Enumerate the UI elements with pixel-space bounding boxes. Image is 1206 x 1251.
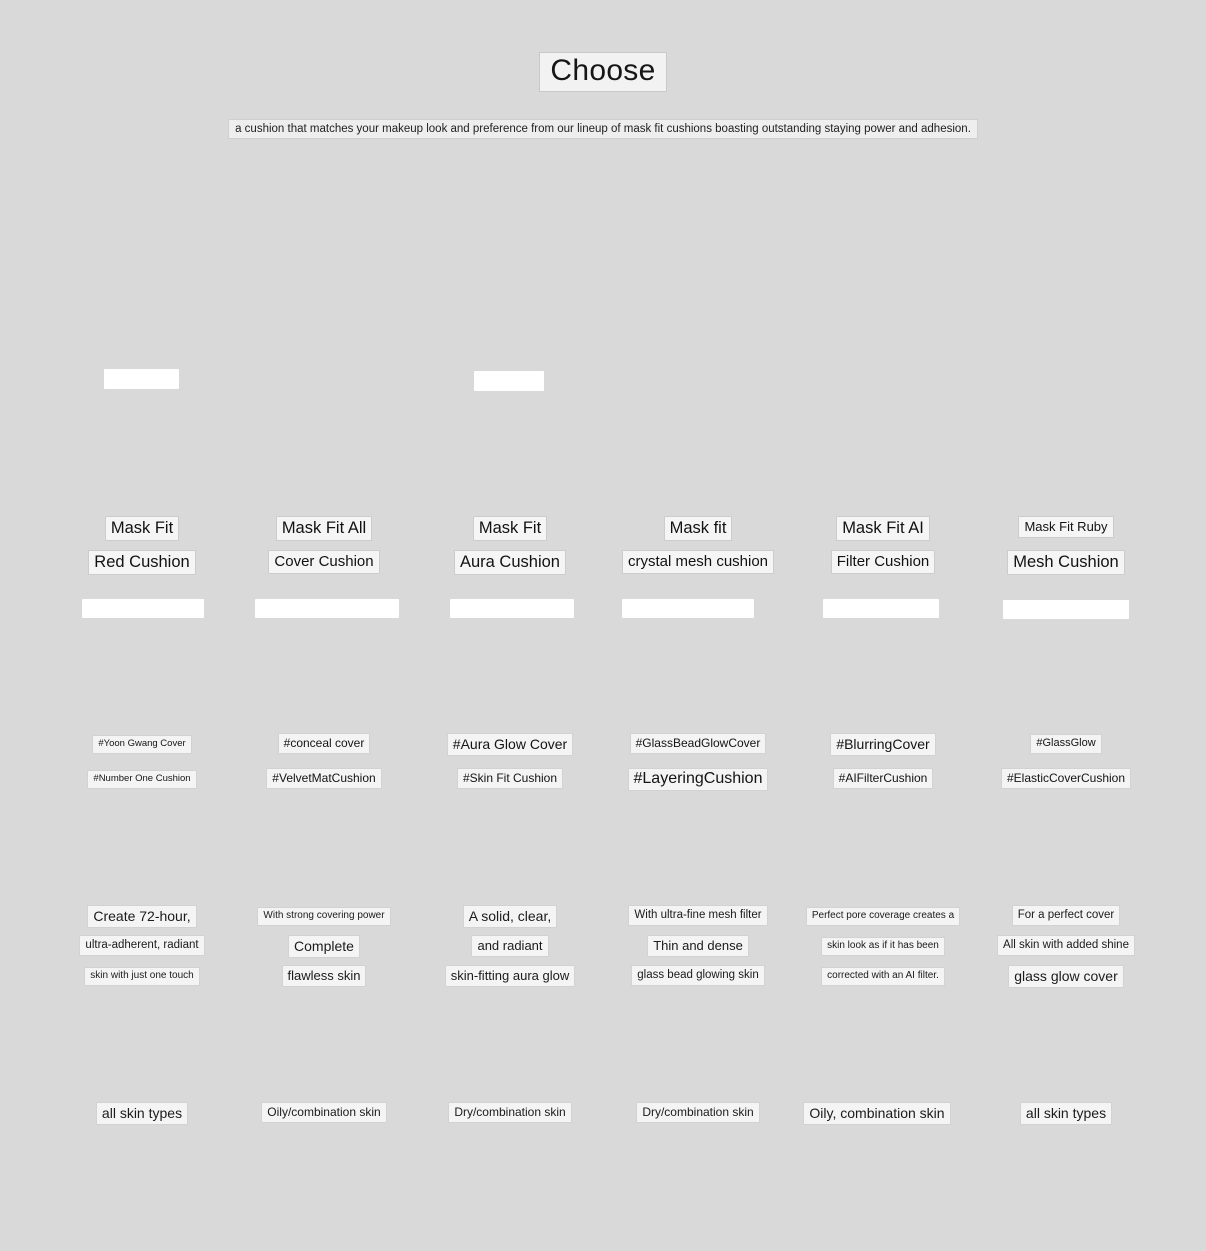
product-bar-5: [823, 599, 939, 618]
product-desc-line2: ultra-adherent, radiant: [44, 935, 240, 956]
product-tag-2: #Number One Cushion: [44, 768, 240, 789]
product-desc-line2: Thin and dense: [600, 935, 796, 957]
product-name-line2: crystal mesh cushion: [600, 550, 796, 574]
product-name-line1: Mask Fit All: [226, 516, 422, 541]
product-bar-3: [450, 599, 574, 618]
product-desc-line2: Complete: [226, 935, 422, 958]
product-name-line1: Mask fit: [600, 516, 796, 541]
product-tag-1: #conceal cover: [226, 733, 422, 754]
product-name-line1: Mask Fit AI: [785, 516, 981, 541]
product-bar-1: [82, 599, 204, 618]
product-name-line2: Filter Cushion: [785, 550, 981, 574]
product-name-line1: Mask Fit Ruby: [968, 516, 1164, 538]
product-skin-type: Dry/combination skin: [600, 1102, 796, 1123]
product-desc-line2: skin look as if it has been: [785, 935, 981, 956]
product-desc-line1: With ultra-fine mesh filter: [600, 905, 796, 926]
product-bar-2: [255, 599, 399, 618]
product-tag-2: #Skin Fit Cushion: [412, 768, 608, 789]
product-skin-type: all skin types: [968, 1102, 1164, 1125]
product-column-2[interactable]: [226, 0, 422, 1251]
product-name-line2: Red Cushion: [44, 550, 240, 575]
product-tag-1: #Aura Glow Cover: [412, 733, 608, 756]
product-tag-1: #Yoon Gwang Cover: [44, 733, 240, 754]
product-desc-line3: skin with just one touch: [44, 965, 240, 986]
product-name-line1: Mask Fit: [412, 516, 608, 541]
product-desc-line1: Perfect pore coverage creates a: [785, 905, 981, 926]
product-skin-type: Oily, combination skin: [779, 1102, 975, 1125]
product-desc-line3: glass bead glowing skin: [600, 965, 796, 986]
product-tag-2: #ElasticCoverCushion: [968, 768, 1164, 789]
product-tag-2: #VelvetMatCushion: [226, 768, 422, 789]
product-desc-line3: glass glow cover: [968, 965, 1164, 988]
product-column-4[interactable]: [600, 0, 796, 1251]
product-desc-line1: With strong covering power: [226, 905, 422, 926]
product-desc-line1: For a perfect cover: [968, 905, 1164, 926]
product-tag-1: #GlassGlow: [968, 733, 1164, 754]
product-desc-line3: corrected with an AI filter.: [785, 965, 981, 986]
product-column-5[interactable]: [785, 0, 981, 1251]
page-subtitle-text: a cushion that matches your makeup look and preference from our lineup of mask fit cushions boasting outstanding staying power and adhesion.: [228, 119, 978, 139]
product-desc-line2: and radiant: [412, 935, 608, 957]
product-tag-2: #AIFilterCushion: [785, 768, 981, 789]
product-bar-6: [1003, 600, 1129, 619]
product-tag-1: #GlassBeadGlowCover: [600, 733, 796, 754]
product-desc-line2: All skin with added shine: [968, 935, 1164, 956]
product-column-3[interactable]: [412, 0, 608, 1251]
product-column-6[interactable]: [968, 0, 1164, 1251]
product-desc-line3: skin-fitting aura glow: [412, 965, 608, 987]
product-desc-line1: Create 72-hour,: [44, 905, 240, 928]
product-skin-type: Dry/combination skin: [412, 1102, 608, 1123]
product-tag-1: #BlurringCover: [785, 733, 981, 756]
product-bar-4: [622, 599, 754, 618]
product-tag-2: #LayeringCushion: [600, 768, 796, 791]
product-desc-line1: A solid, clear,: [412, 905, 608, 928]
product-name-line2: Mesh Cushion: [968, 550, 1164, 575]
product-column-1[interactable]: [44, 0, 240, 1251]
product-desc-line3: flawless skin: [226, 965, 422, 987]
product-name-line1: Mask Fit: [44, 516, 240, 541]
product-skin-type: Oily/combination skin: [226, 1102, 422, 1123]
page-title-text: Choose: [539, 52, 666, 92]
product-name-line2: Cover Cushion: [226, 550, 422, 574]
product-name-line2: Aura Cushion: [412, 550, 608, 575]
product-skin-type: all skin types: [44, 1102, 240, 1125]
